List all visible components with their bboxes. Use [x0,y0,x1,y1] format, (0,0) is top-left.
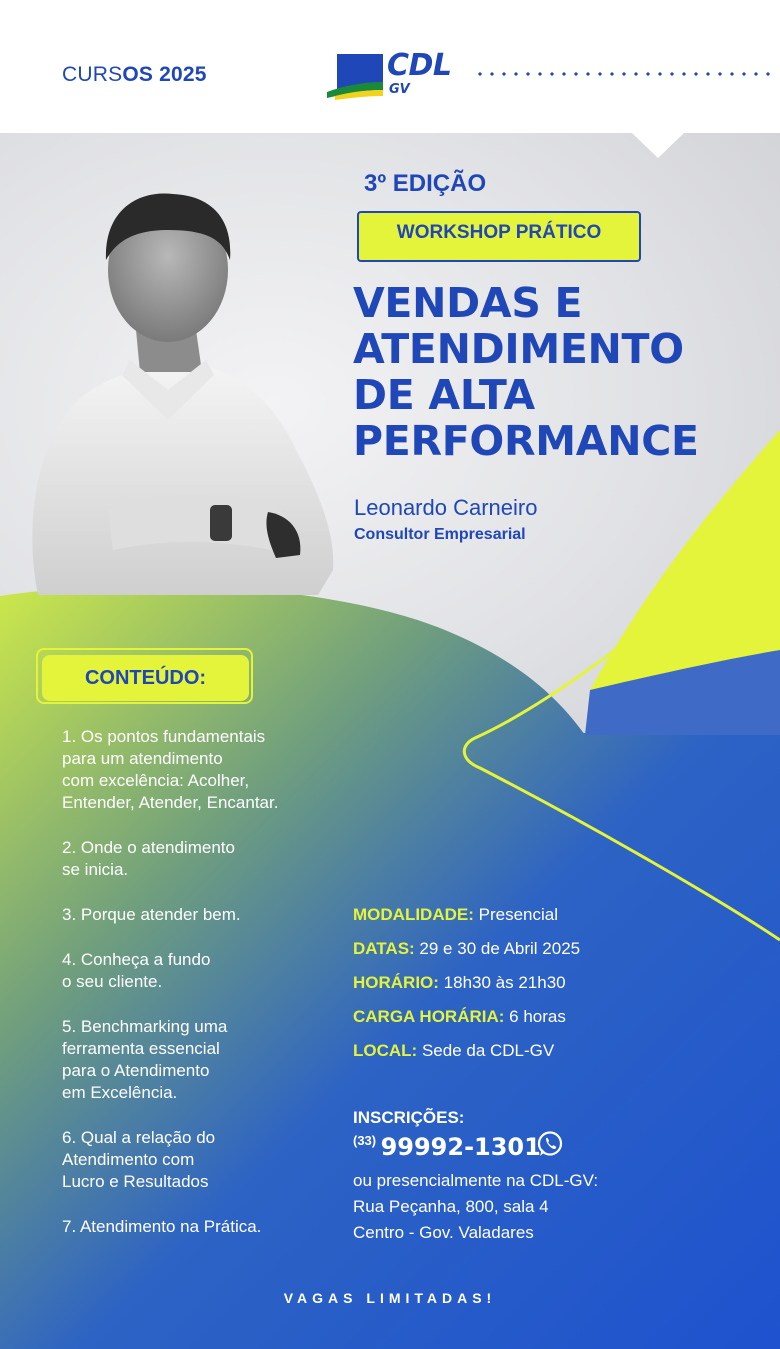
content-heading: CONTEÚDO: [84,667,207,689]
info-modalidade [353,904,773,938]
title-line: ATENDIMENTO [353,325,684,373]
info-value: 6 horas [504,1007,566,1026]
info-local [353,1040,773,1074]
info-value: Sede da CDL-GV [417,1041,555,1060]
info-carga [353,1006,773,1040]
address-line: Centro - Gov. Valadares [353,1223,534,1242]
list-item: 3. Porque atender bem. [62,905,241,924]
info-value: 29 e 30 de Abril 2025 [414,939,581,958]
info-value: Presencial [473,905,558,924]
phone-number[interactable] [353,1133,541,1161]
phone-digits: 99992-1301 [380,1133,541,1161]
address-line: Rua Peçanha, 800, sala 4 [353,1197,549,1216]
logo-text: CDL [387,48,452,83]
info-key: DATAS: [353,939,415,958]
list-item: 5. Benchmarking uma ferramenta essencial para o Atendimento em Excelência. [62,1017,228,1102]
whatsapp-icon[interactable] [536,1130,564,1158]
limited-spots-banner: VAGAS LIMITADAS! [283,1290,497,1306]
speaker-photo [18,190,338,595]
info-datas [353,938,773,972]
edition-label: 3º EDIÇÃO [364,170,487,197]
list-item: 2. Onde o atendimento se inicia. [62,838,235,879]
info-key: HORÁRIO: [353,973,439,992]
workshop-badge-text: WORKSHOP PRÁTICO [396,222,602,243]
list-item: 7. Atendimento na Prática. [62,1217,262,1236]
address-line: ou presencialmente na CDL-GV: [353,1171,599,1190]
event-info [353,904,773,1074]
list-item: 4. Conheça a fundo o seu cliente. [62,950,211,991]
list-item: 1. Os pontos fundamentais para um atendimento com excelência: Acolher, Entender, Atender, Encantar. [62,727,279,812]
info-key: CARGA HORÁRIA: [353,1007,505,1026]
address [353,1168,598,1246]
info-horario [353,972,773,1006]
title-line: DE ALTA [353,371,535,419]
info-key: LOCAL: [353,1041,418,1060]
course-title [353,280,773,464]
info-key: MODALIDADE: [353,905,474,924]
list-item: 6. Qual a relação do Atendimento com Lucro e Resultados [62,1128,216,1191]
cursos-light: CURS [62,63,123,86]
inscricoes-label: INSCRIÇÕES: [353,1108,465,1127]
content-list [62,726,352,1261]
cursos-bold: OS 2025 [122,63,207,86]
title-line: PERFORMANCE [353,417,699,465]
title-line: VENDAS E [353,279,583,327]
phone-ddd: (33) [353,1133,377,1148]
logo-sub: GV [389,82,410,97]
info-value: 18h30 às 21h30 [438,973,566,992]
speaker-name: Leonardo Carneiro [354,495,538,520]
speaker-role: Consultor Empresarial [354,526,526,543]
